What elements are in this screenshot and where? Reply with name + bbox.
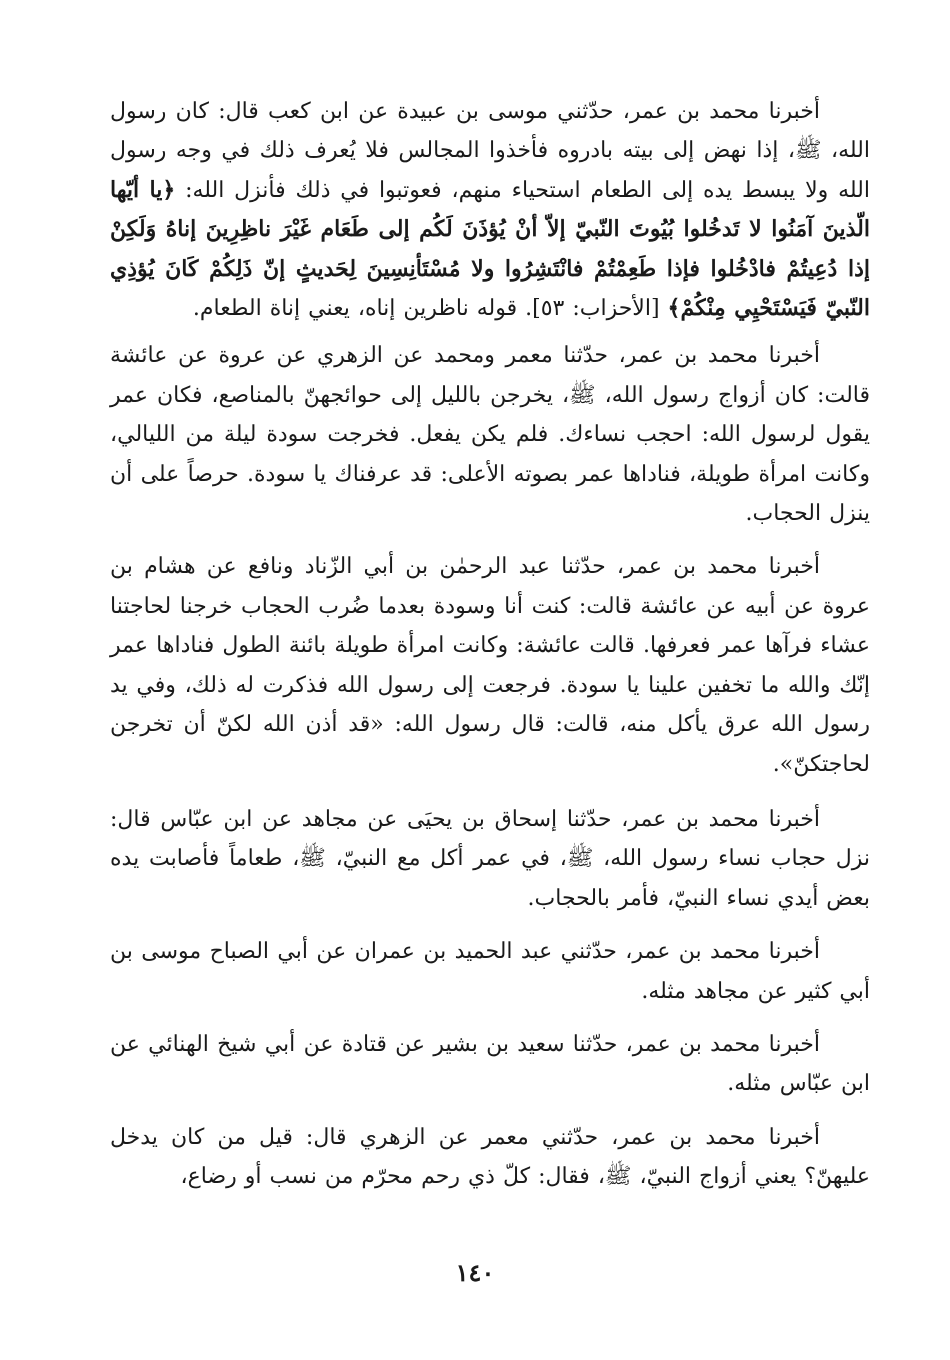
quran-verse: ﴿يا أيّها الّذينَ آمَنُوا لا تَدخُلوا بُيُوتَ النّبيّ إلاّ أنْ يُؤذَنَ لَكُم إلى طَعَام غَيْرَ ناظِرِينَ إناهُ وَلَكِنْ إذا دُعِيتُمْ فادْخُلوا فإذا طَعِمْتُمْ فانْتَشِرُوا ولا مُسْتَأنِسِينَ لِحَديثٍ إنّ ذَلِكُمْ كَانَ يُؤذِي النّبيّ فَيَسْتَحْيِي مِنْكُمْ﴾ xyxy=(110,176,870,322)
paragraph-2: أخبرنا محمد بن عمر، حدّثنا معمر ومحمد عن الزهري عن عروة عن عائشة قالت: كان أزواج رسول الله، ﷺ، يخرجن بالليل إلى حوائجهنّ بالمناصع، فكان عمر يقول لرسول الله: احجب نساءك. فلم يكن يفعل. فخرجت سودة ليلة من الليالي، وكانت امرأة طويلة، فناداها عمر بصوته الأعلى: قد عرفناك يا سودة. حرصاً على أن ينزل الحجاب. xyxy=(110,343,870,527)
paragraph-5: أخبرنا محمد بن عمر، حدّثني عبد الحميد بن عمران عن أبي الصباح موسى بن أبي كثير عن مجاهد مثله. xyxy=(110,939,870,1004)
paragraph-1 xyxy=(110,92,870,328)
paragraph-7: أخبرنا محمد بن عمر، حدّثني معمر عن الزهري قال: قيل من كان يدخل عليهنّ؟ يعني أزواج النبيّ، ﷺ، فقال: كلّ ذي رحم محرّم من نسب أو رضاع، xyxy=(110,1124,870,1190)
paragraph-1-outro: [الأحزاب: ٥٣]. قوله ناظرين إناه، يعني إناة الطعام. xyxy=(192,296,668,322)
paragraph-3: أخبرنا محمد بن عمر، حدّثنا عبد الرحمٰن بن أبي الزّناد ونافع عن هشام بن عروة عن أبيه عن عائشة قالت: كنت أنا وسودة بعدما ضُرب الحجاب خرجنا لحاجتنا عشاء فرآها عمر فعرفها. قالت عائشة: وكانت امرأة طويلة بائنة الطول فناداها عمر إنّك والله ما تخفين علينا يا سودة. فرجعت إلى رسول الله فذكرت له ذلك، وفي يد رسول الله عرق يأكل منه، قالت: قال رسول الله: «قد أذن الله لكنّ أن تخرجن لحاجتكنّ». xyxy=(110,554,870,777)
paragraph-1-intro: أخبرنا محمد بن عمر، حدّثني موسى بن عبيدة عن ابن كعب قال: كان رسول الله، ﷺ، إذا نهض إلى بيته بادروه فأخذوا المجالس فلا يُعرف ذلك في وجه رسول الله ولا يبسط يده إلى الطعام استحياء منهم، فعوتبوا في ذلك فأنزل الله: xyxy=(110,99,870,203)
paragraph-6: أخبرنا محمد بن عمر، حدّثنا سعيد بن بشير عن قتادة عن أبي شيخ الهنائي عن ابن عبّاس مثله. xyxy=(110,1031,870,1097)
page-body xyxy=(110,92,870,1197)
page-number: ١٤٠ xyxy=(455,1258,495,1287)
paragraph-4: أخبرنا محمد بن عمر، حدّثنا إسحاق بن يحيَى عن مجاهد عن ابن عبّاس قال: نزل حجاب نساء رسول الله، ﷺ، في عمر أكل مع النبيّ، ﷺ، طعاماً فأصابت يده بعض أيدي نساء النبيّ، فأمر بالحجاب. xyxy=(110,806,870,911)
